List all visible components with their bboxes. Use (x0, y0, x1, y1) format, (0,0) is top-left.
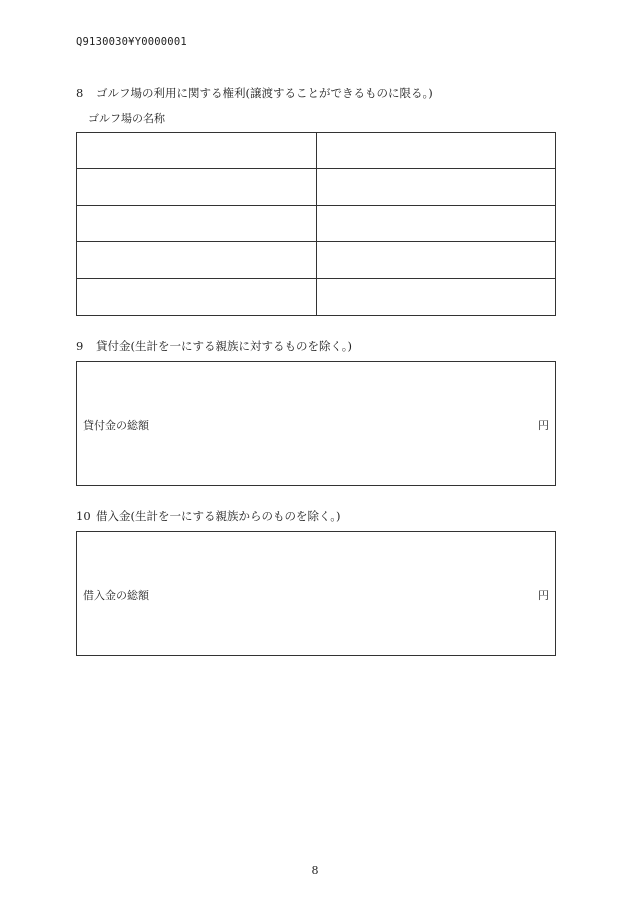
borrowings-label: 借入金の総額 (83, 589, 149, 602)
golf-course-cell (77, 279, 317, 315)
section-10-number: 10 (76, 509, 91, 523)
golf-course-cell (77, 242, 317, 278)
golf-course-cell (77, 206, 317, 242)
loans-receivable-box (76, 361, 556, 486)
golf-course-table (76, 132, 556, 316)
section-10-heading (76, 508, 341, 524)
section-9-title: 貸付金(生計を一にする親族に対するものを除く。) (96, 339, 352, 353)
golf-course-cell (317, 242, 555, 278)
golf-course-cell (317, 133, 555, 169)
golf-course-name-label: ゴルフ場の名称 (88, 112, 165, 125)
yen-unit: 円 (538, 419, 549, 432)
golf-course-cell (317, 279, 555, 315)
page-number: 8 (311, 864, 319, 877)
loans-receivable-label: 貸付金の総額 (83, 419, 149, 432)
section-9-number: 9 (76, 339, 84, 353)
golf-course-cell (77, 133, 317, 169)
document-id: Q9130030¥Y0000001 (76, 36, 187, 48)
section-8-number: 8 (76, 86, 84, 100)
yen-unit: 円 (538, 589, 549, 602)
section-8-title: ゴルフ場の利用に関する権利(譲渡することができるものに限る。) (96, 86, 433, 100)
golf-course-cell (317, 169, 555, 205)
section-10-title: 借入金(生計を一にする親族からのものを除く。) (96, 509, 341, 523)
golf-course-cell (77, 169, 317, 205)
golf-course-cell (317, 206, 555, 242)
borrowings-box (76, 531, 556, 656)
section-8-heading (76, 85, 433, 101)
section-9-heading (76, 338, 352, 354)
